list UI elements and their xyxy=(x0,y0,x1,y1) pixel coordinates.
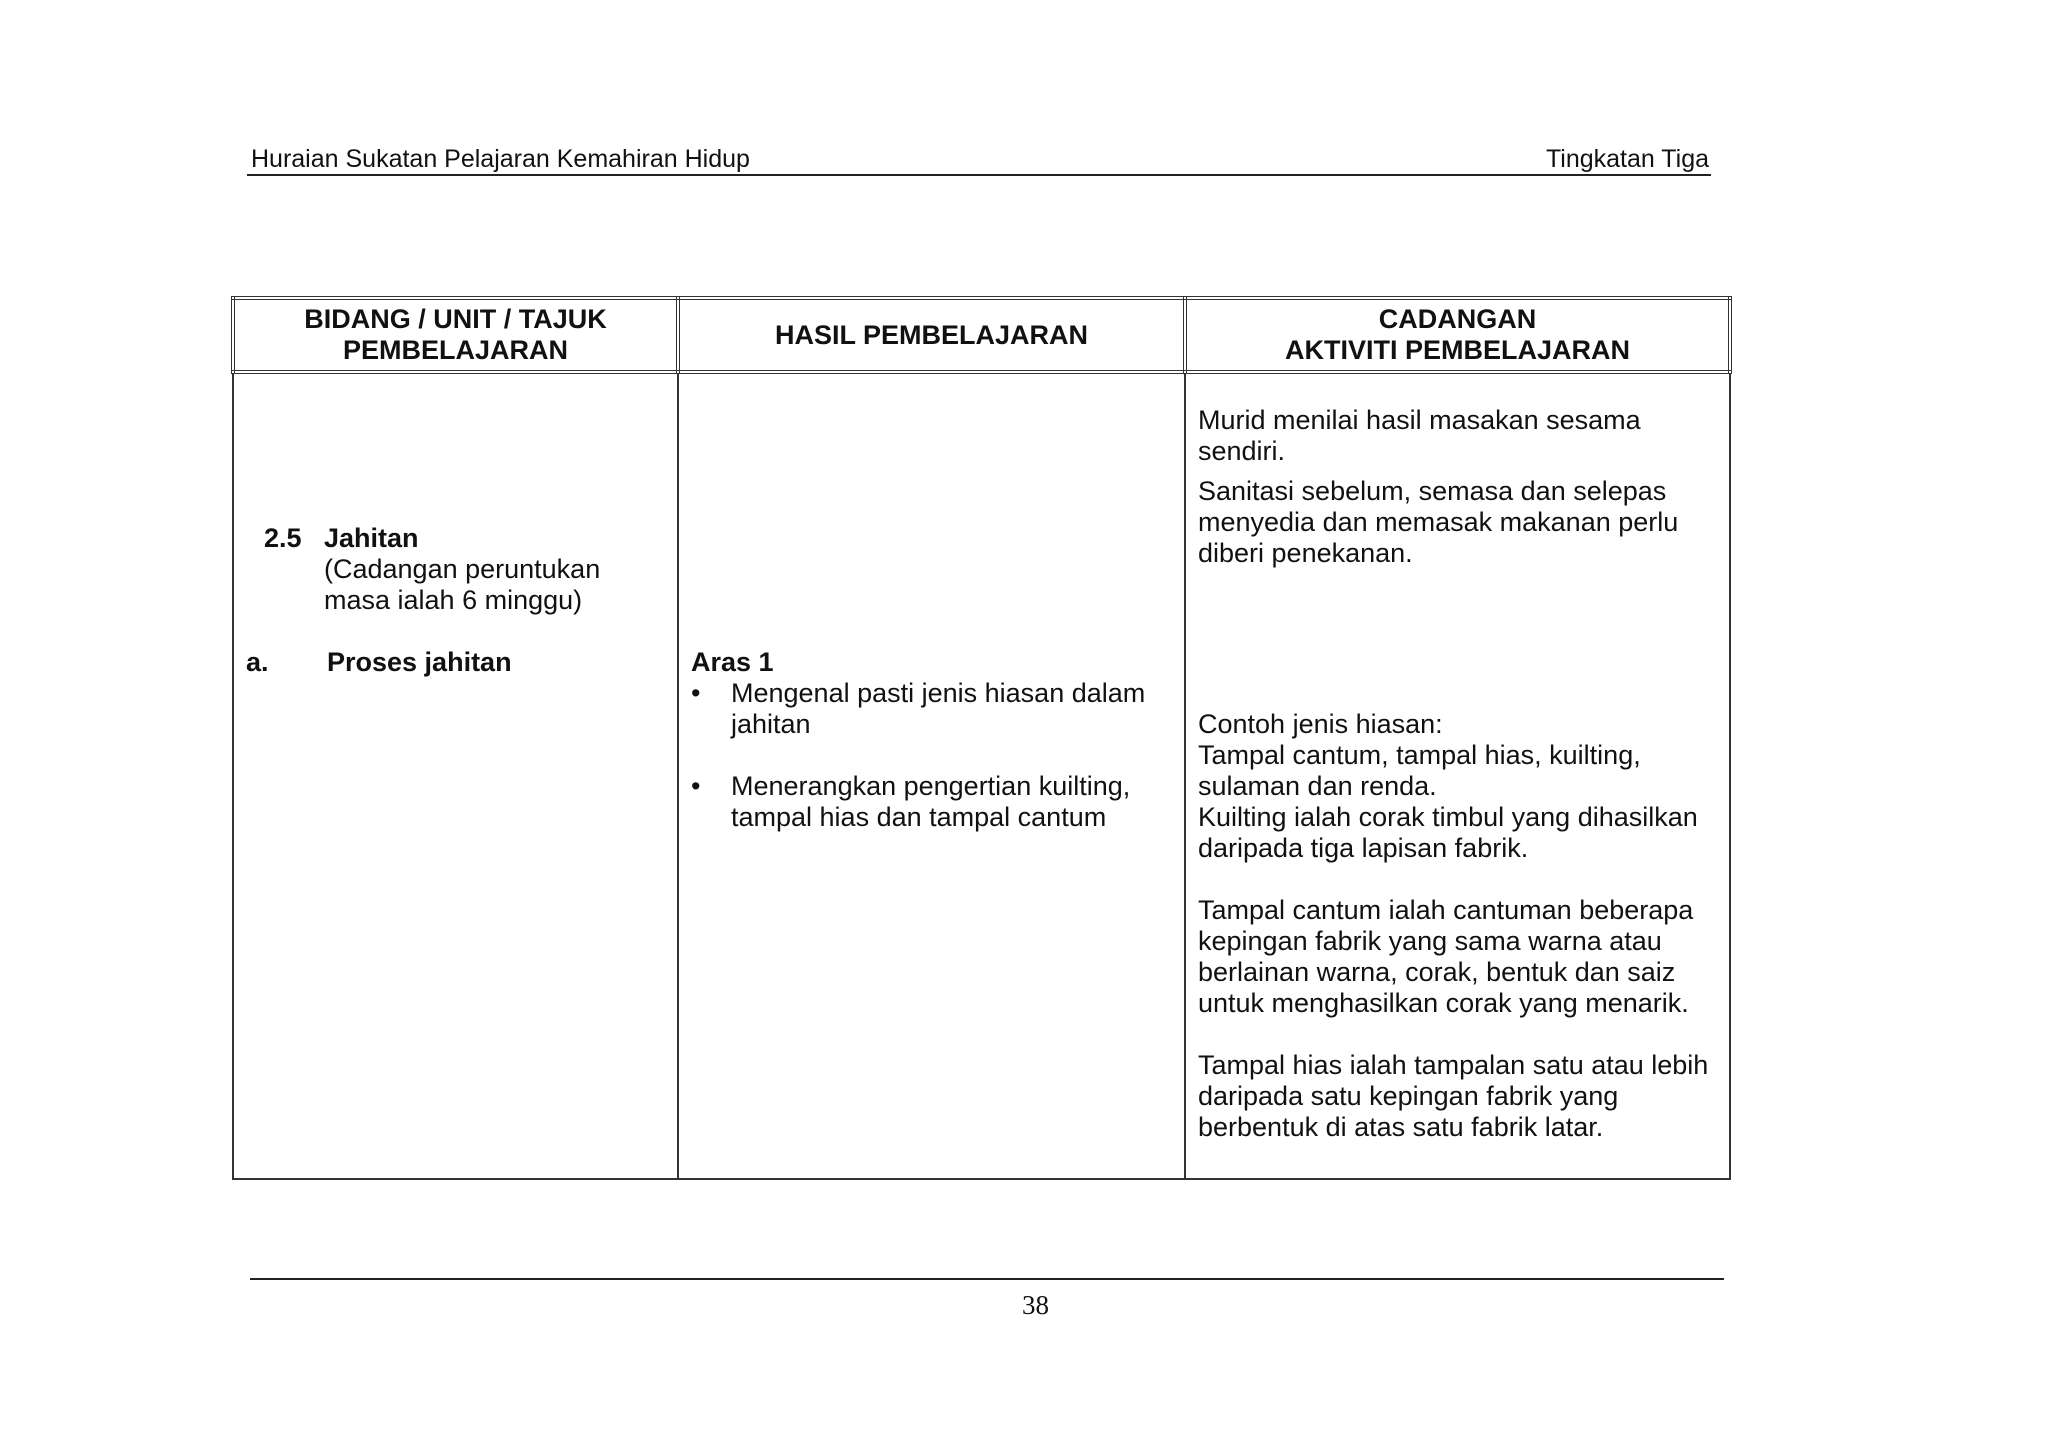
footer-divider xyxy=(250,1278,1724,1280)
topic-cell xyxy=(233,372,678,1179)
activities-cell xyxy=(1185,372,1730,1179)
unit-title: Jahitan xyxy=(324,523,419,553)
page-header xyxy=(247,142,1711,176)
table-row xyxy=(233,372,1730,1179)
column-header-activities: CADANGAN AKTIVITI PEMBELAJARAN xyxy=(1185,298,1730,372)
activity-paragraph: Murid menilai hasil masakan sesama sendiri. xyxy=(1198,405,1641,466)
table-header-row xyxy=(233,298,1730,372)
bullet-icon: • xyxy=(691,771,701,801)
activity-paragraph: Kuilting ialah corak timbul yang dihasilkan daripada tiga lapisan fabrik. xyxy=(1198,802,1698,863)
subtopic-title: Proses jahitan xyxy=(327,647,512,677)
unit-note-line-2: masa ialah 6 minggu) xyxy=(324,585,583,615)
activity-paragraph: Contoh jenis hiasan: Tampal cantum, tampal hias, kuilting, sulaman dan renda. xyxy=(1198,709,1641,801)
activity-paragraph: Tampal cantum ialah cantuman beberapa kepingan fabrik yang sama warna atau berlainan warna, corak, bentuk dan saiz untuk menghasilkan corak yang menarik. xyxy=(1198,895,1694,1018)
bullet-icon: • xyxy=(691,678,701,708)
syllabus-table xyxy=(231,296,1732,1180)
column-header-outcomes: HASIL PEMBELAJARAN xyxy=(678,298,1185,372)
form-level: Tingkatan Tiga xyxy=(1545,145,1709,173)
page-number: 38 xyxy=(1022,1290,1049,1320)
activity-paragraph: Tampal hias ialah tampalan satu atau lebih daripada satu kepingan fabrik yang berbentuk di atas satu fabrik latar. xyxy=(1198,1050,1709,1142)
unit-number: 2.5 xyxy=(264,523,302,553)
outcomes-cell: Aras 1 • Mengenal pasti jenis hiasan dalam jahitan • Menerangkan pengertian kuilting, tampal hias dan tampal cantum xyxy=(678,372,1185,1179)
document-title: Huraian Sukatan Pelajaran Kemahiran Hidup xyxy=(251,145,750,173)
level-title: Aras 1 xyxy=(691,647,774,677)
activity-paragraph: Sanitasi sebelum, semasa dan selepas menyedia dan memasak makanan perlu diberi penekanan. xyxy=(1198,476,1679,568)
column-header-topic: BIDANG / UNIT / TAJUK PEMBELAJARAN xyxy=(233,298,678,372)
subtopic-label: a. xyxy=(246,647,269,677)
unit-note-line-1: (Cadangan peruntukan xyxy=(324,554,601,584)
